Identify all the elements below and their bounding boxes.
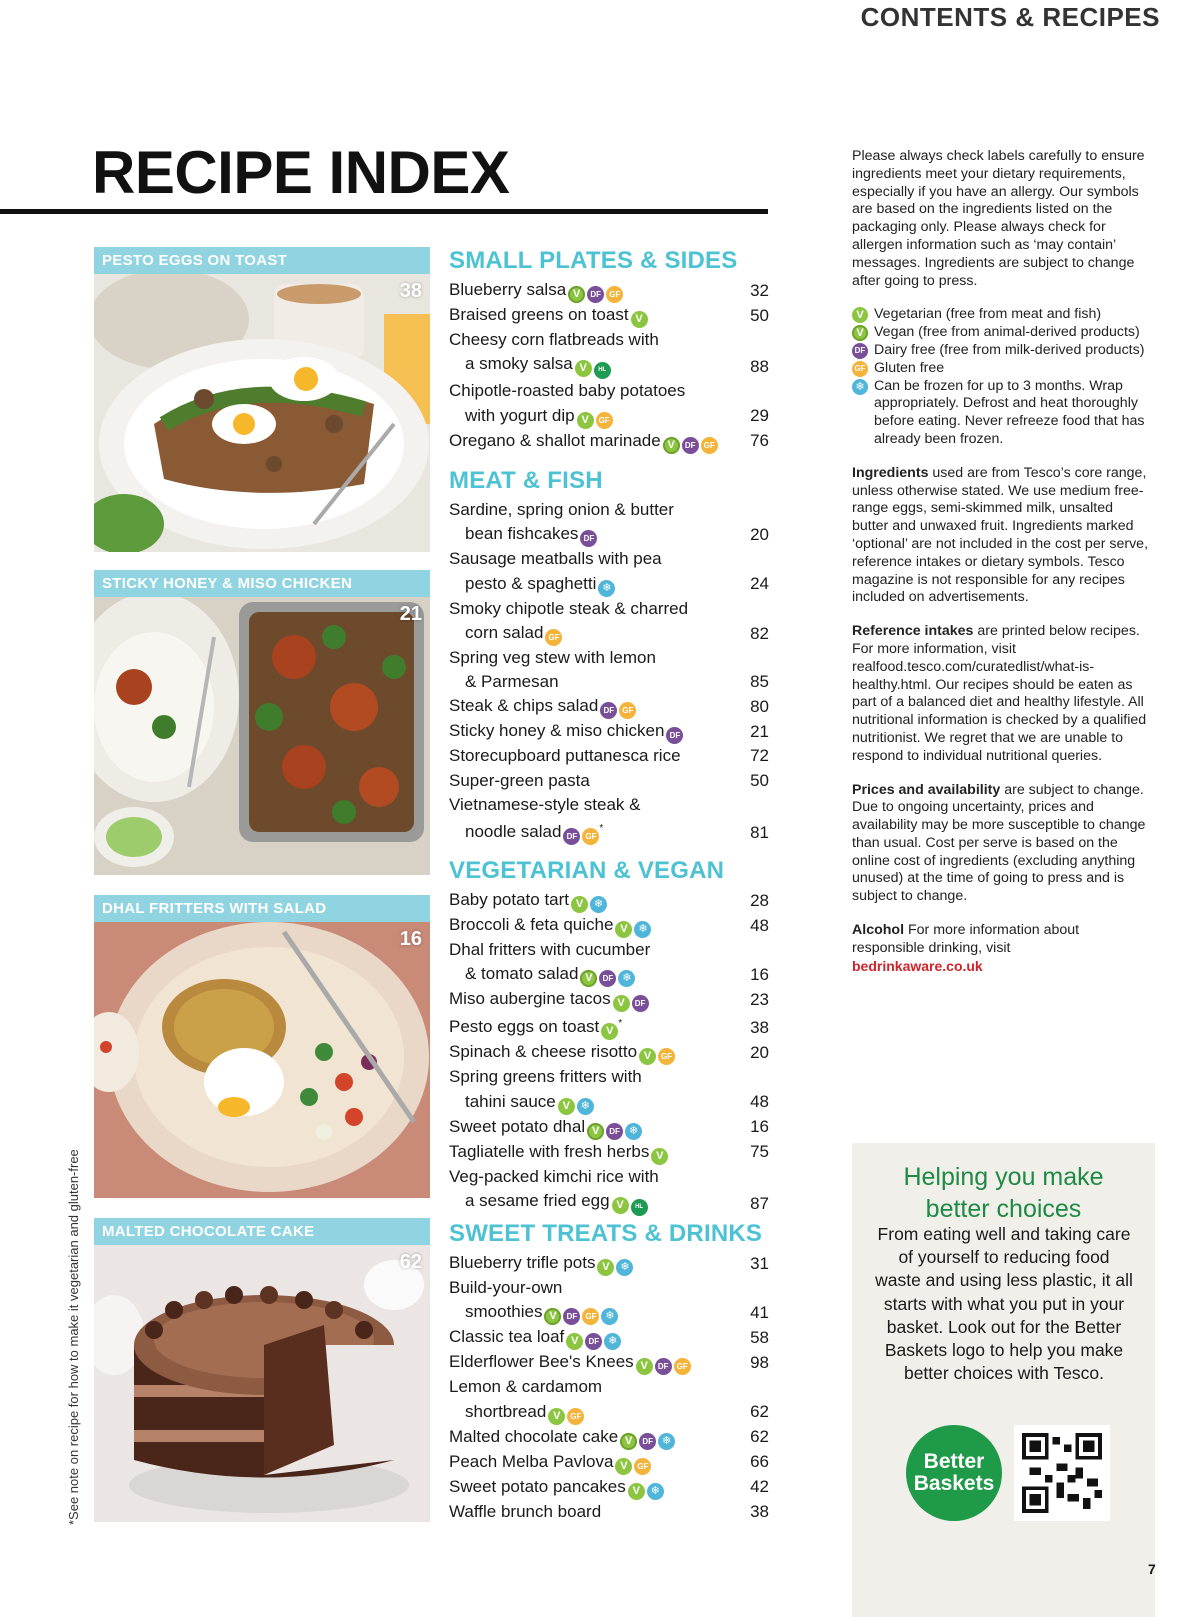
vegetarian-icon: V (571, 896, 588, 913)
recipe-name: Sardine, spring onion & butter (449, 500, 674, 519)
recipe-name-continued: with yogurt dip (465, 405, 575, 425)
alcohol-heading: Alcohol (852, 922, 905, 939)
photo-pesto-eggs-on-toast (94, 274, 430, 552)
recipe-name: Malted chocolate cake (449, 1426, 619, 1446)
gluten-free-icon: GF (658, 1048, 675, 1065)
index-section-vegetarian-vegan (449, 854, 769, 1216)
gluten-free-icon: GF (619, 702, 636, 719)
recipe-page-number: 28 (750, 890, 769, 910)
dairy-free-icon: DF (563, 1308, 580, 1325)
recipe-page-number: 81 (750, 823, 769, 843)
recipe-name-continued: a sesame fried egg (465, 1190, 610, 1210)
recipe-entry[interactable] (449, 1040, 769, 1065)
logo-line-2: Baskets (913, 1472, 995, 1495)
vegetarian-icon: V (615, 921, 632, 938)
recipe-page-number: 82 (750, 623, 769, 643)
qr-code[interactable] (1014, 1425, 1110, 1521)
recipe-name-continued: noodle salad (465, 822, 562, 842)
recipe-page-number: 32 (750, 280, 769, 300)
dairy-free-icon: DF (563, 828, 580, 845)
dairy-free-icon: DF (587, 286, 604, 303)
recipe-name: Blueberry salsa (449, 280, 567, 299)
better-baskets-logo (906, 1425, 1002, 1521)
prices-note (852, 782, 1152, 907)
vegetarian-icon: V (566, 1333, 583, 1350)
recipe-entry[interactable] (449, 769, 769, 793)
vegan-icon: V (587, 1123, 604, 1140)
section-heading: VEGETARIAN & VEGAN (449, 857, 725, 884)
photo-card-pesto-eggs[interactable] (94, 247, 430, 552)
photo-page-number: 21 (399, 603, 422, 625)
index-section-meat-fish (449, 464, 769, 845)
recipe-entry[interactable] (449, 1012, 769, 1040)
recipe-name: Sausage meatballs with pea (449, 549, 662, 569)
symbol-key-text: Vegetarian (free from meat and fish) (874, 306, 1102, 323)
recipe-page-number: 38 (750, 1018, 769, 1037)
recipe-name-continued: pesto & spaghetti (465, 573, 597, 593)
recipe-name: Blueberry trifle pots (449, 1253, 596, 1272)
recipe-page-number: 29 (750, 406, 769, 426)
recipe-entry[interactable] (449, 1500, 769, 1524)
recipe-name: Sweet potato pancakes (449, 1476, 626, 1496)
recipe-name: Spinach & cheese risotto (449, 1042, 638, 1062)
recipe-entry[interactable] (449, 379, 769, 428)
recipe-name: Waffle brunch board (449, 1501, 602, 1521)
symbol-key-item (852, 306, 1152, 324)
vegan-icon: V (663, 437, 680, 454)
recipe-entry[interactable] (449, 938, 769, 987)
gluten-free-icon: GF (596, 412, 613, 429)
vegan-icon: V (568, 286, 585, 303)
recipe-name-continued: & Parmesan (465, 672, 559, 692)
recipe-entry[interactable] (449, 1450, 769, 1475)
symbol-key (852, 306, 1152, 448)
recipe-entry[interactable] (449, 328, 769, 379)
recipe-page-number: 38 (750, 1501, 769, 1521)
recipe-entry[interactable] (449, 646, 769, 695)
info-column (852, 148, 1152, 992)
dairy-free-icon: DF (666, 727, 683, 744)
recipe-name: Veg-packed kimchi rice with (449, 1166, 659, 1186)
gluten-free-icon: GF (582, 1308, 599, 1325)
recipe-name: Spring greens fritters with (449, 1067, 642, 1087)
vegetarian-icon: V (628, 1483, 645, 1500)
side-note: *See note on recipe for how to make it vegetarian and gluten-free (66, 1149, 81, 1525)
dairy-free-icon: DF (599, 970, 616, 987)
recipe-name: Dhal fritters with cucumber (449, 940, 651, 959)
recipe-page-number: 87 (750, 1193, 769, 1213)
photo-page-number: 62 (399, 1251, 422, 1273)
recipe-entry[interactable] (449, 1165, 769, 1216)
recipe-entry[interactable] (449, 498, 769, 547)
photo-malted-chocolate-cake (94, 1245, 430, 1522)
recipe-page-number: 66 (750, 1452, 769, 1472)
recipe-name: Super-green pasta (449, 770, 590, 790)
vegan-icon: V (544, 1308, 561, 1325)
recipe-entry[interactable] (449, 1475, 769, 1500)
recipe-entry[interactable] (449, 1251, 769, 1276)
recipe-page-number: 50 (750, 770, 769, 790)
recipe-name: Build-your-own (449, 1278, 563, 1297)
recipe-name-continued: bean fishcakes (465, 524, 579, 544)
index-section-sweet-treats (449, 1217, 769, 1524)
title-rule (0, 209, 768, 214)
recipe-page-number: 24 (750, 574, 769, 594)
vegetarian-icon: V (597, 1259, 614, 1276)
recipe-entry[interactable] (449, 429, 769, 454)
dairy-free-icon: DF (585, 1333, 602, 1350)
recipe-page-number: 88 (750, 357, 769, 376)
healthy-choice-icon: HL (631, 1199, 648, 1216)
symbol-key-text: Dairy free (free from milk-derived products) (874, 341, 1145, 358)
recipe-page-number: 72 (750, 746, 769, 766)
better-baskets-heading: Helping you make better choices (903, 1163, 1104, 1223)
freezable-icon: ❄ (852, 379, 868, 395)
vegan-icon: V (852, 325, 868, 341)
gluten-free-icon: GF (674, 1358, 691, 1375)
gluten-free-icon: GF (634, 1458, 651, 1475)
recipe-entry[interactable] (449, 987, 769, 1012)
freezable-icon: ❄ (616, 1259, 633, 1276)
recipe-name: Oregano & shallot marinade (449, 430, 661, 450)
photo-page-number: 38 (399, 280, 422, 302)
recipe-page-number: 20 (750, 1043, 769, 1062)
recipe-entry[interactable] (449, 913, 769, 938)
footnote-asterisk: * (618, 1018, 623, 1030)
symbol-key-item (852, 378, 1152, 449)
gluten-free-icon: GF (545, 629, 562, 646)
freezable-icon: ❄ (647, 1483, 664, 1500)
photo-sticky-honey-miso-chicken (94, 597, 430, 875)
recipe-name-continued: & tomato salad (465, 964, 579, 984)
recipe-name: Lemon & cardamom (449, 1377, 603, 1397)
vegan-icon: V (580, 970, 597, 987)
freezable-icon: ❄ (625, 1123, 642, 1140)
vegetarian-icon: V (852, 307, 868, 323)
photo-page-number: 16 (399, 928, 422, 950)
freezable-icon: ❄ (577, 1098, 594, 1115)
recipe-name: Classic tea loaf (449, 1327, 565, 1347)
prices-text: are subject to change. Due to ongoing uncertainty, prices and availability may be more susceptible to change than usual. Cost per serve is based on the online cost of ingredients (excluding anything unused) at the time of going to press and is subject to change. (852, 781, 1146, 905)
alcohol-note (852, 922, 1152, 976)
reference-text: are printed below recipes. For more information, visit realfood.tesco.com/curatedlist/what-is-healthy.html. Our recipes should be eaten as part of a balanced diet and healthy lifestyle. All nutritional information is checked by a qualified nutritionist. We regret that we are unable to respond to individual nutritional queries. (852, 623, 1147, 764)
better-baskets-promo (852, 1143, 1155, 1617)
vegetarian-icon: V (631, 311, 648, 328)
recipe-entry[interactable] (449, 793, 769, 845)
vegetarian-icon: V (636, 1358, 653, 1375)
vegetarian-icon: V (639, 1048, 656, 1065)
recipe-page-number: 50 (750, 305, 769, 325)
vegetarian-icon: V (548, 1408, 565, 1425)
ingredients-text: used are from Tesco’s core range, unless otherwise stated. We use medium free-range eggs, semi-skimmed milk, unsalted butter and unwaxed fruit. Ingredients marked ‘optional’ are not included in the cost per serve, reference intakes or dietary symbols. Tesco magazine is not responsible for any recipes included on advertisements. (852, 464, 1149, 606)
better-baskets-text: From eating well and taking care of yourself to reducing food waste and using less plastic, it all starts with what you put in your basket. Look out for the Better Baskets logo to help you make better choices with Tesco. (875, 1224, 1133, 1384)
recipe-page-number: 98 (750, 1353, 769, 1372)
recipe-name: Peach Melba Pavlova (449, 1451, 614, 1471)
photo-label: STICKY HONEY & MISO CHICKEN (94, 570, 430, 597)
alcohol-text: For more information about responsible drinking, visit (852, 922, 1080, 956)
index-section-small-plates (449, 244, 769, 454)
vegetarian-icon: V (575, 360, 592, 377)
recipe-page-number: 76 (750, 431, 769, 451)
dairy-free-icon: DF (655, 1358, 672, 1375)
dairy-free-icon: DF (606, 1123, 623, 1140)
recipe-name: Steak & chips salad (449, 696, 599, 716)
recipe-name: Storecupboard puttanesca rice (449, 746, 681, 766)
reference-heading: Reference intakes (852, 623, 974, 640)
vegetarian-icon: V (577, 412, 594, 429)
recipe-name-continued: shortbread (465, 1401, 547, 1421)
recipe-page-number: 80 (750, 697, 769, 717)
symbol-key-text: Gluten free (874, 359, 945, 376)
recipe-entry[interactable] (449, 719, 769, 744)
vegetarian-icon: V (615, 1458, 632, 1475)
recipe-name: Vietnamese-style steak & (449, 795, 641, 815)
healthy-choice-icon: HL (594, 362, 611, 379)
recipe-entry[interactable] (449, 1140, 769, 1165)
recipe-page-number: 20 (750, 525, 769, 544)
symbol-key-item (852, 324, 1152, 342)
recipe-page-number: 16 (750, 965, 769, 984)
vegan-icon: V (620, 1433, 637, 1450)
gluten-free-icon: GF (852, 361, 868, 377)
recipe-name: Sweet potato dhal (449, 1116, 586, 1136)
recipe-name: Tagliatelle with fresh herbs (449, 1141, 650, 1161)
recipe-page-number: 42 (750, 1477, 769, 1497)
recipe-page-number: 41 (750, 1303, 769, 1322)
vegetarian-icon: V (601, 1023, 618, 1040)
dairy-free-icon: DF (639, 1433, 656, 1450)
dairy-free-icon: DF (580, 530, 597, 547)
dairy-free-icon: DF (600, 702, 617, 719)
dairy-free-icon: DF (632, 995, 649, 1012)
recipe-entry[interactable] (449, 278, 769, 303)
reference-intakes-note (852, 623, 1152, 765)
page-title: RECIPE INDEX (92, 139, 510, 206)
dairy-free-icon: DF (852, 343, 868, 359)
freezable-icon: ❄ (634, 921, 651, 938)
recipe-name: Cheesy corn flatbreads with (449, 330, 659, 349)
recipe-entry[interactable] (449, 547, 769, 596)
recipe-name: Baby potato tart (449, 890, 570, 909)
freezable-icon: ❄ (601, 1308, 618, 1325)
symbol-key-item (852, 342, 1152, 360)
vegetarian-icon: V (613, 995, 630, 1012)
recipe-page-number: 85 (750, 672, 769, 692)
symbol-key-item (852, 360, 1152, 378)
gluten-free-icon: GF (582, 828, 599, 845)
labels-notice: Please always check labels carefully to ensure ingredients meet your dietary requirements, especially if you have an allergy. Our symbols are based on the ingredients listed on the packaging only. Please always check for allergen information such as ‘may contain’ messages. Ingredients are subject to change after going to press. (852, 148, 1145, 289)
recipe-name-continued: corn salad (465, 622, 544, 642)
recipe-page-number: 75 (750, 1142, 769, 1162)
recipe-name: Pesto eggs on toast (449, 1017, 600, 1037)
recipe-entry[interactable] (449, 1276, 769, 1325)
recipe-entry[interactable] (449, 1325, 769, 1350)
recipe-entry[interactable] (449, 1350, 769, 1375)
recipe-page-number: 16 (750, 1117, 769, 1137)
section-heading: MEAT & FISH (449, 467, 603, 494)
logo-line-1: Better (923, 1450, 985, 1473)
recipe-entry[interactable] (449, 694, 769, 719)
photo-card-dhal-fritters[interactable] (94, 895, 430, 1198)
footnote-asterisk: * (599, 823, 604, 835)
gluten-free-icon: GF (606, 286, 623, 303)
recipe-entry[interactable] (449, 1375, 769, 1424)
symbol-key-text: Can be frozen for up to 3 months. Wrap appropriately. Defrost and heat thoroughly before eating. Never refreeze food that has already been frozen. (874, 377, 1145, 447)
recipe-entry[interactable] (449, 1065, 769, 1114)
recipe-page-number: 48 (750, 915, 769, 935)
page-number: 7 (1148, 1561, 1156, 1577)
photo-label: MALTED CHOCOLATE CAKE (94, 1218, 430, 1245)
photo-card-malted-chocolate-cake[interactable] (94, 1218, 430, 1522)
recipe-page-number: 58 (750, 1328, 769, 1347)
recipe-page-number: 23 (750, 990, 769, 1009)
recipe-page-number: 62 (750, 1402, 769, 1422)
section-heading: SMALL PLATES & SIDES (449, 247, 738, 274)
ingredients-heading: Ingredients (852, 464, 929, 481)
recipe-page-number: 48 (750, 1092, 769, 1112)
recipe-name: Sticky honey & miso chicken (449, 721, 665, 741)
recipe-page-number: 31 (750, 1253, 769, 1273)
freezable-icon: ❄ (604, 1333, 621, 1350)
vegetarian-icon: V (558, 1098, 575, 1115)
gluten-free-icon: GF (701, 437, 718, 454)
photo-label: PESTO EGGS ON TOAST (94, 247, 430, 274)
section-heading: SWEET TREATS & DRINKS (449, 1220, 763, 1247)
recipe-entry[interactable] (449, 744, 769, 768)
photo-dhal-fritters-with-salad (94, 922, 430, 1198)
recipe-name-continued: tahini sauce (465, 1091, 556, 1111)
recipe-page-number: 62 (750, 1427, 769, 1447)
vegetarian-icon: V (612, 1197, 629, 1214)
photo-card-honey-miso-chicken[interactable] (94, 570, 430, 875)
vegetarian-icon: V (651, 1148, 668, 1165)
recipe-entry[interactable] (449, 597, 769, 646)
recipe-entry[interactable] (449, 1425, 769, 1450)
recipe-entry[interactable] (449, 1115, 769, 1140)
photo-label: DHAL FRITTERS WITH SALAD (94, 895, 430, 922)
recipe-entry[interactable] (449, 888, 769, 913)
freezable-icon: ❄ (590, 896, 607, 913)
recipe-name: Miso aubergine tacos (449, 989, 611, 1009)
prices-heading: Prices and availability (852, 781, 1001, 798)
freezable-icon: ❄ (658, 1433, 675, 1450)
recipe-name-continued: smoothies (465, 1302, 543, 1322)
recipe-name: Broccoli & feta quiche (449, 915, 614, 934)
recipe-page-number: 21 (750, 722, 769, 742)
recipe-name: Smoky chipotle steak & charred (449, 598, 689, 618)
ingredients-note (852, 465, 1152, 607)
drinkaware-link[interactable]: bedrinkaware.co.uk (852, 957, 983, 974)
freezable-icon: ❄ (618, 970, 635, 987)
dairy-free-icon: DF (682, 437, 699, 454)
recipe-name: Elderflower Bee's Knees (449, 1352, 634, 1372)
recipe-name: Braised greens on toast (449, 305, 629, 324)
recipe-name-continued: a smoky salsa (465, 354, 573, 374)
section-header: CONTENTS & RECIPES (860, 2, 1160, 32)
recipe-name: Spring veg stew with lemon (449, 647, 656, 667)
gluten-free-icon: GF (567, 1408, 584, 1425)
freezable-icon: ❄ (598, 580, 615, 597)
symbol-key-text: Vegan (free from animal-derived products) (874, 324, 1140, 341)
recipe-entry[interactable] (449, 303, 769, 328)
recipe-name: Chipotle-roasted baby potatoes (449, 381, 686, 401)
